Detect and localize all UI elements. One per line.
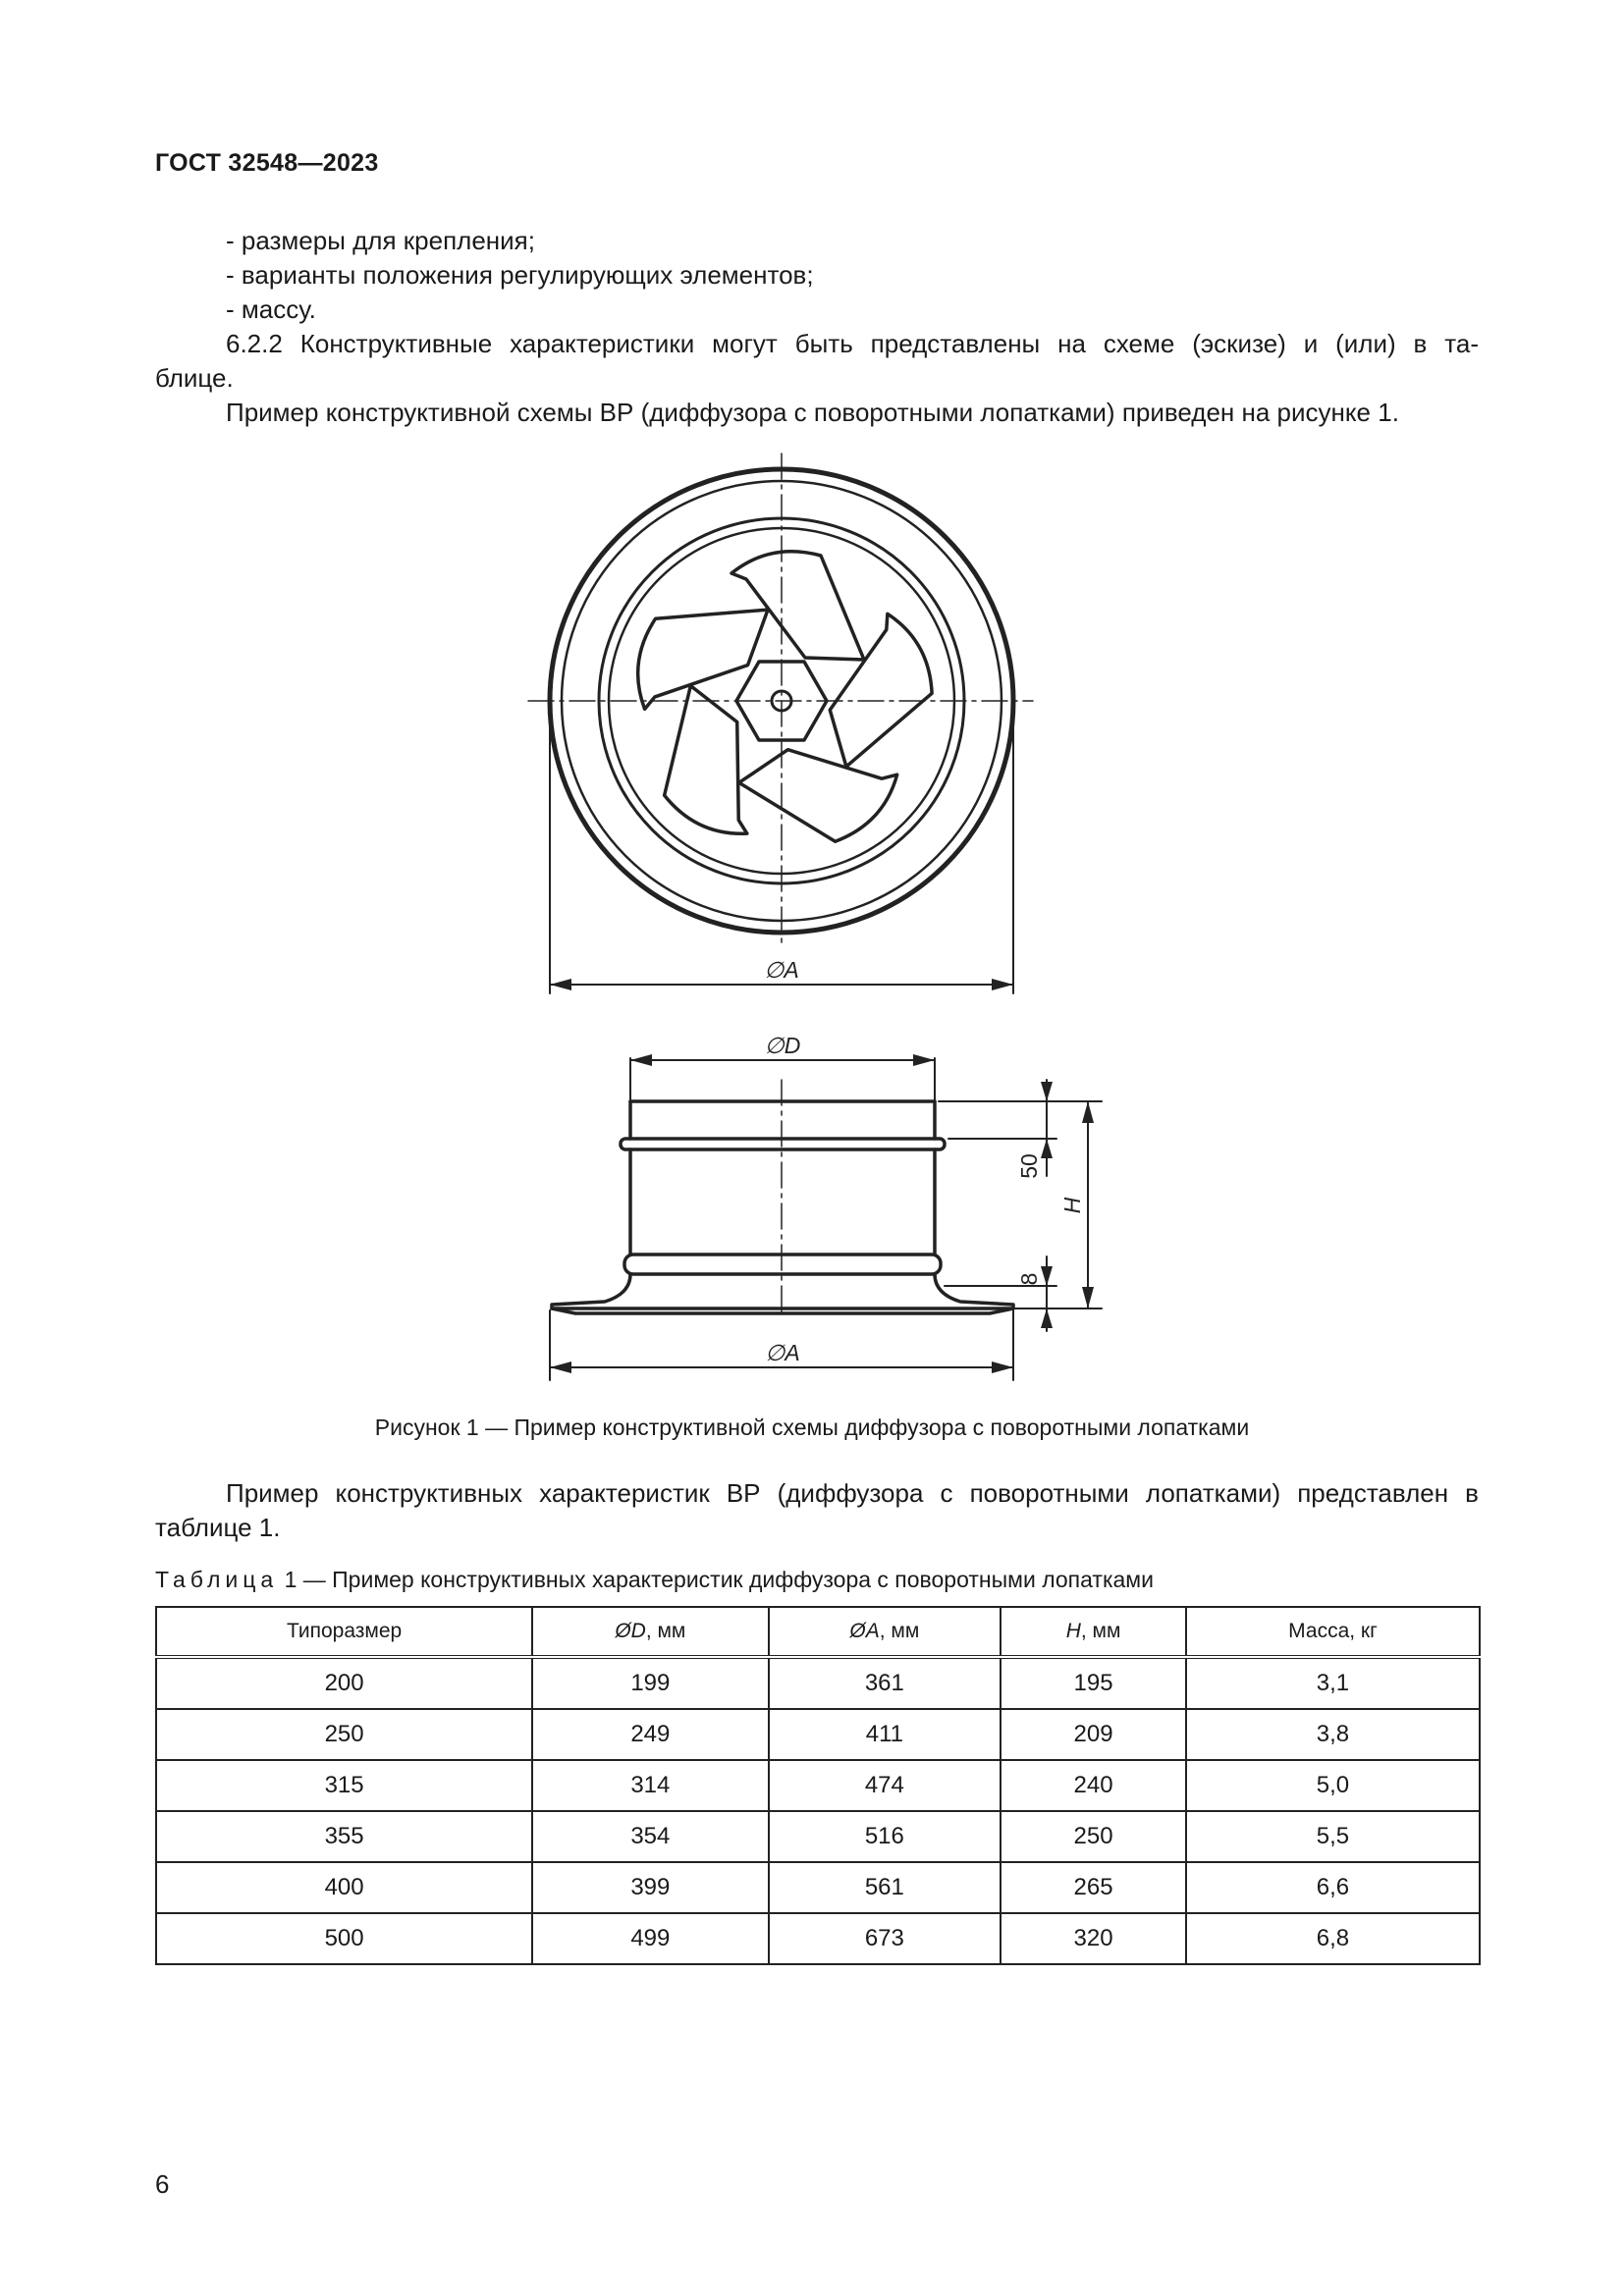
list-item: - варианты положения регулирующих элементов;	[226, 260, 814, 290]
table-cell: 474	[769, 1760, 1001, 1811]
table-cell: 209	[1001, 1709, 1186, 1760]
table-cell: 5,0	[1186, 1760, 1480, 1811]
table-cell: 516	[769, 1811, 1001, 1862]
table-cell: 320	[1001, 1913, 1186, 1964]
table-cell: 673	[769, 1913, 1001, 1964]
table-row	[156, 1709, 1480, 1760]
table-row	[156, 1862, 1480, 1913]
page-number: 6	[155, 2169, 170, 2199]
table-row	[156, 1657, 1480, 1709]
header-cell: H, мм	[1001, 1607, 1186, 1657]
table-cell: 400	[156, 1862, 532, 1913]
side-view	[552, 1101, 1013, 1313]
table-cell: 500	[156, 1913, 532, 1964]
label-A-bottom: ∅A	[765, 1340, 800, 1365]
table-cell: 5,5	[1186, 1811, 1480, 1862]
label-A-top: ∅A	[764, 957, 799, 983]
table-cell: 499	[532, 1913, 768, 1964]
table-row	[156, 1811, 1480, 1862]
table-cell: 314	[532, 1760, 768, 1811]
table-cell: 200	[156, 1657, 532, 1709]
table-row	[156, 1913, 1480, 1964]
table-cell: 355	[156, 1811, 532, 1862]
label-H: H	[1059, 1197, 1085, 1214]
table-row	[156, 1760, 1480, 1811]
header-cell: Типоразмер	[156, 1607, 532, 1657]
table-cell: 354	[532, 1811, 768, 1862]
table-cell: 3,1	[1186, 1657, 1480, 1709]
table-cell: 250	[156, 1709, 532, 1760]
figure-caption: Рисунок 1 — Пример конструктивной схемы диффузора с поворотными лопатками	[374, 1415, 1250, 1440]
table-cell: 249	[532, 1709, 768, 1760]
paragraph-example-scheme: Пример конструктивной схемы ВР (диффузора с поворотными лопатками) приведен на рисунке 1.	[226, 398, 1399, 427]
list-item: - размеры для крепления;	[226, 226, 535, 255]
label-D: ∅D	[764, 1033, 801, 1058]
table-cell: 265	[1001, 1862, 1186, 1913]
table-cell: 399	[532, 1862, 768, 1913]
table-caption-text: 1 — Пример конструктивных характеристик диффузора с поворотными лопатками	[278, 1567, 1154, 1592]
specs-table	[155, 1606, 1481, 1965]
blade	[731, 552, 864, 660]
label-50: 50	[1016, 1153, 1042, 1179]
table-cell: 6,6	[1186, 1862, 1480, 1913]
table-cell: 240	[1001, 1760, 1186, 1811]
table-header-row	[156, 1607, 1480, 1657]
table-cell: 315	[156, 1760, 532, 1811]
table-cell: 250	[1001, 1811, 1186, 1862]
document-code: ГОСТ 32548—2023	[155, 149, 379, 177]
label-8: 8	[1016, 1272, 1042, 1286]
table-caption-prefix: Таблица	[155, 1567, 279, 1592]
list-item: - массу.	[226, 294, 316, 324]
table-cell: 3,8	[1186, 1709, 1480, 1760]
paragraph-622-line2: блице.	[155, 363, 234, 393]
table-cell: 6,8	[1186, 1913, 1480, 1964]
paragraph-example-table-line1: Пример конструктивных характеристик ВР (диффузора с поворотными лопатками) представлен в	[226, 1478, 1479, 1508]
paragraph-622-line1: 6.2.2 Конструктивные характеристики могут быть представлены на схеме (эскизе) и (или) в та-	[226, 329, 1479, 358]
table-cell: 561	[769, 1862, 1001, 1913]
table-cell: 199	[532, 1657, 768, 1709]
dimension-D	[630, 1058, 935, 1099]
table-cell: 361	[769, 1657, 1001, 1709]
table-cell: 411	[769, 1709, 1001, 1760]
header-cell: Масса, кг	[1186, 1607, 1480, 1657]
header-cell: ØD, мм	[532, 1607, 768, 1657]
paragraph-example-table-line2: таблице 1.	[155, 1513, 281, 1542]
paragraph-example-table	[155, 1476, 1479, 1545]
header-cell: ØA, мм	[769, 1607, 1001, 1657]
table-caption	[155, 1567, 1154, 1593]
table-cell: 195	[1001, 1657, 1186, 1709]
